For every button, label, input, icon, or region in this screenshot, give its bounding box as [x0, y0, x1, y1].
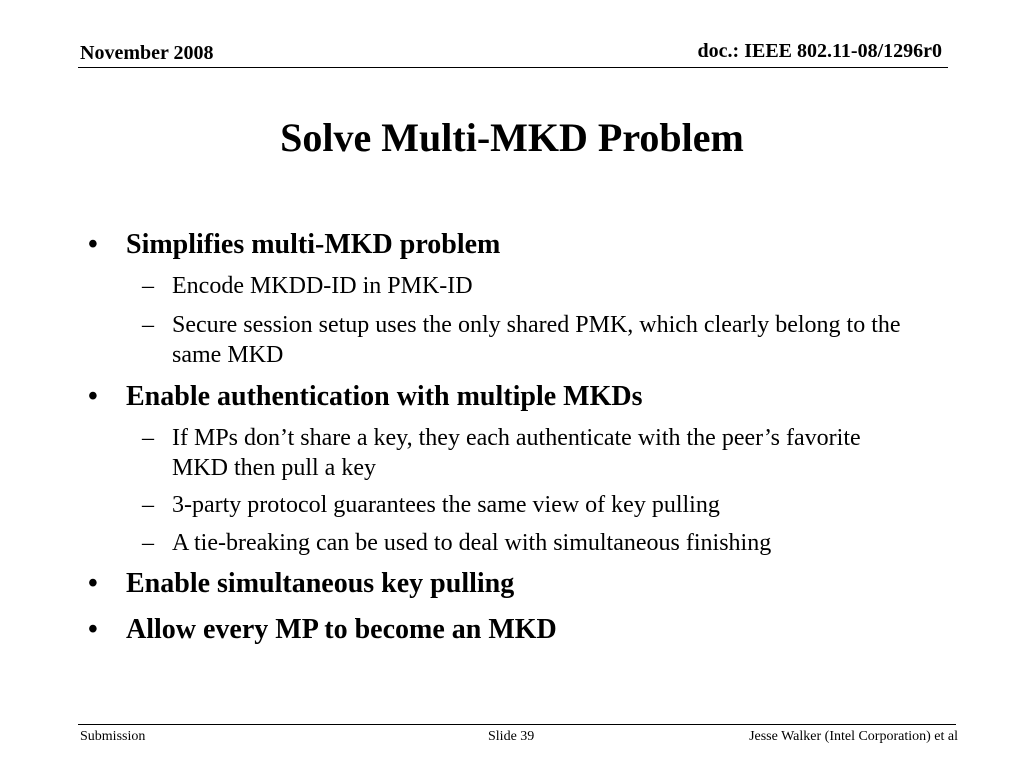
bullet-marker: •	[88, 229, 98, 260]
sub-bullet-marker: –	[142, 425, 154, 451]
header-date: November 2008	[80, 42, 214, 64]
bullet-text: Enable simultaneous key pulling	[126, 568, 515, 599]
sub-bullet-marker: –	[142, 312, 154, 338]
slide-title: Solve Multi-MKD Problem	[280, 115, 744, 160]
bullet-marker: •	[88, 614, 98, 645]
bullet-text: Allow every MP to become an MKD	[126, 614, 557, 645]
sub-bullet-text: A tie-breaking can be used to deal with simultaneous finishing	[172, 530, 772, 556]
footer-submission: Submission	[80, 729, 146, 744]
bullet-marker: •	[88, 568, 98, 599]
footer-slide-number: Slide 39	[488, 729, 535, 744]
sub-bullet-marker: –	[142, 530, 154, 556]
sub-bullet-marker: –	[142, 492, 154, 518]
bullet-text: Enable authentication with multiple MKDs	[126, 381, 643, 412]
sub-bullet-text: Encode MKDD-ID in PMK-ID	[172, 273, 473, 299]
bullet-text: Simplifies multi-MKD problem	[126, 229, 501, 260]
header-doc-id: doc.: IEEE 802.11-08/1296r0	[697, 40, 942, 62]
sub-bullet-text: Secure session setup uses the only shared PMK, which clearly belong to the same MKD	[172, 312, 901, 368]
bullet-marker: •	[88, 381, 98, 412]
sub-bullet-marker: –	[142, 273, 154, 299]
footer-author: Jesse Walker (Intel Corporation) et al	[749, 729, 958, 744]
sub-bullet-text: If MPs don’t share a key, they each authenticate with the peer’s favorite MKD then pull a key	[172, 425, 861, 481]
footer-divider	[78, 724, 956, 725]
sub-bullet-text: 3-party protocol guarantees the same view of key pulling	[172, 492, 720, 518]
